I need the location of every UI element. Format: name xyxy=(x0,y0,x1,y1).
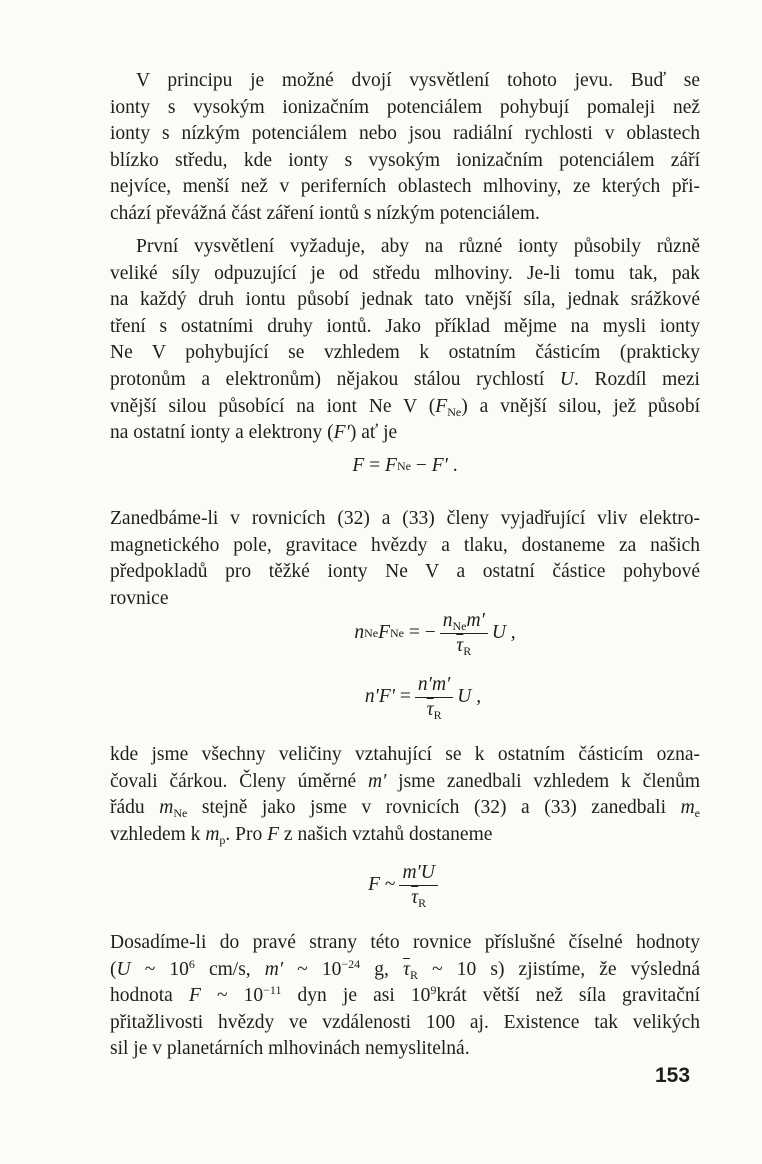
math-subscript: Ne xyxy=(173,806,188,821)
text-line xyxy=(110,121,700,148)
text-run: dyn je asi 10 xyxy=(281,985,431,1007)
math-symbol: F xyxy=(267,823,280,845)
text-run: předpokladů pro těžké ionty Ne V a ostatní částice pohybové xyxy=(110,561,700,583)
text-run: na každý druh iontu působí jednak tato vnější síla, jednak srážkové xyxy=(110,289,700,311)
math-symbol: m xyxy=(159,797,174,819)
text-run: ~ 10 xyxy=(283,958,342,980)
text-run: cm/s, xyxy=(194,958,265,980)
text-line xyxy=(110,261,700,288)
text-run: . Pro xyxy=(225,823,268,845)
text-run: . Rozdíl mezi xyxy=(574,368,700,390)
text-run: z našich vztahů dostaneme xyxy=(279,823,493,845)
text-line xyxy=(110,420,700,447)
text-run: krát větší než síla gravitační xyxy=(436,985,701,1007)
math-symbol: U xyxy=(559,368,575,390)
math-symbol: m′ xyxy=(264,958,284,980)
eq-subscript: R xyxy=(463,643,472,658)
text-line xyxy=(110,68,700,95)
math-symbol: F xyxy=(188,985,201,1007)
text-run: ~ 10 xyxy=(130,958,189,980)
equation-motion-ne: n Ne F Ne = − $\frac{n_{Ne}m'}{\overline{\tau}_R}$ U , xyxy=(354,609,516,658)
paragraph-2 xyxy=(110,234,700,447)
text-line xyxy=(110,1036,700,1063)
math-symbol: $\overline{\tau}$ xyxy=(403,958,410,980)
math-superscript: −24 xyxy=(341,956,361,971)
eq-symbol: F xyxy=(352,455,365,476)
text-run: ( xyxy=(110,958,117,980)
eq-subscript: R xyxy=(433,707,442,722)
text-run: g, xyxy=(360,958,404,980)
math-subscript: e xyxy=(694,806,700,821)
math-symbol: m xyxy=(680,797,695,819)
math-subscript: Ne xyxy=(447,404,462,419)
text-line xyxy=(110,533,700,560)
eq-symbol: F xyxy=(385,455,397,476)
text-line xyxy=(110,287,700,314)
text-line xyxy=(110,367,700,394)
text-run: kde jsme všechny veličiny vztahující se k ostatním částicím ozna- xyxy=(110,744,700,765)
eq-symbol: n xyxy=(442,609,453,631)
text-run: Dosadíme-li do pravé strany této rovnice příslušné číselné hodnoty xyxy=(110,932,700,953)
text-run: ionty s vysokým ionizačním potenciálem pohybují pomaleji než xyxy=(110,96,700,118)
eq-operator: = xyxy=(369,455,381,476)
text-line xyxy=(110,1010,700,1037)
eq-symbol: F xyxy=(378,622,390,643)
equation-motion-other xyxy=(110,668,718,726)
text-run: vzhledem k xyxy=(110,823,206,845)
eq-symbol: $\overline{\tau}$ xyxy=(456,634,464,656)
fraction xyxy=(415,673,453,722)
eq-symbol: m′ xyxy=(466,609,485,631)
math-symbol: U xyxy=(116,958,131,980)
math-symbol: F′ xyxy=(333,422,350,444)
text-line xyxy=(110,795,700,822)
text-line xyxy=(110,340,700,367)
text-line xyxy=(110,559,700,586)
paragraph-5 xyxy=(110,930,700,1063)
paragraph-1 xyxy=(110,68,700,228)
text-run: chází převážná část záření iontů s nízkým potenciálem. xyxy=(110,202,540,224)
text-run: ) ať je xyxy=(349,422,398,444)
text-line xyxy=(110,234,700,261)
eq-symbol: $\overline{\tau}$ xyxy=(426,698,434,720)
math-subscript: R xyxy=(410,967,419,982)
text-run: tření s ostatními druhy iontů. Jako příklad mějme na mysli ionty xyxy=(110,315,700,337)
text-run: hodnota xyxy=(110,985,189,1007)
text-line xyxy=(110,930,700,957)
text-run: Ne V pohybující se vzhledem k ostatním částicím (prakticky xyxy=(110,342,700,364)
text-run: ~ 10 s) zjistíme, že výsledná xyxy=(418,958,700,980)
text-run: ~ 10 xyxy=(200,985,264,1007)
text-run: blízko středu, kde ionty s vysokým ionizačním potenciálem září xyxy=(110,149,700,171)
text-line xyxy=(110,95,700,122)
page-number: 153 xyxy=(655,1064,691,1087)
text-line xyxy=(110,822,700,849)
eq-symbol: n′m′ xyxy=(415,673,453,698)
text-run: řádu xyxy=(110,797,160,819)
equation-force-estimate xyxy=(110,856,700,914)
eq-operator: ~ xyxy=(384,874,396,895)
text-run: přitažlivosti hvězdy ve vzdálenosti 100 aj. Existence tak velikých xyxy=(110,1011,700,1033)
text-run: vnější silou působící na iont Ne V ( xyxy=(110,395,436,417)
text-run: veliké síly odpuzující je od středu mlhoviny. Je-li tomu tak, pak xyxy=(110,262,700,284)
text-line xyxy=(110,506,700,533)
text-run: stejně jako jsme v rovnicích (32) a (33) zanedbali xyxy=(187,797,681,819)
text-line xyxy=(110,314,700,341)
math-symbol: m xyxy=(205,823,220,845)
text-line xyxy=(110,742,700,769)
text-run: První vysvětlení vyžaduje, aby na různé ionty působily různě xyxy=(136,236,700,257)
text-run: rovnice xyxy=(110,587,169,609)
math-superscript: −11 xyxy=(263,983,282,998)
fraction xyxy=(440,609,488,658)
eq-symbol: F xyxy=(368,874,381,895)
eq-subscript: R xyxy=(418,895,427,910)
text-run: na ostatní ionty a elektrony ( xyxy=(110,422,334,444)
text-run: V principu je možné dvojí vysvětlení tohoto jevu. Buď se xyxy=(136,70,700,91)
text-line xyxy=(110,957,700,984)
text-line xyxy=(110,148,700,175)
eq-symbol: U , xyxy=(457,686,482,707)
math-symbol: F xyxy=(435,395,448,417)
eq-punct: . xyxy=(452,455,458,476)
text-run: sil je v planetárních mlhovinách nemyslitelná. xyxy=(110,1038,470,1060)
eq-operator: = xyxy=(399,686,411,707)
text-run: protonům a elektronům) nějakou stálou rychlostí xyxy=(110,368,560,390)
eq-symbol: n xyxy=(354,622,365,643)
eq-subscript: Ne xyxy=(452,618,467,633)
text-line xyxy=(110,983,700,1010)
equation-force-difference: F = F Ne − F′ . xyxy=(352,455,458,476)
text-run: magnetického pole, gravitace hvězdy a tlaku, dostaneme za našich xyxy=(110,534,700,556)
text-run: jsme zanedbali vzhledem k členům xyxy=(386,770,701,792)
math-superscript: 6 xyxy=(188,956,195,971)
text-line xyxy=(110,769,700,796)
text-run: ) a vnější silou, jež působí xyxy=(461,395,700,417)
math-subscript: p xyxy=(219,832,226,847)
eq-symbol: n′F′ xyxy=(364,686,396,707)
text-run: Zanedbáme-li v rovnicích (32) a (33) členy vyjadřující vliv elektro- xyxy=(110,508,700,529)
text-line xyxy=(110,394,700,421)
eq-symbol: F′ xyxy=(431,455,448,476)
text-line xyxy=(110,174,700,201)
paragraph-3 xyxy=(110,506,700,612)
text-run: čovali čárkou. Členy úměrné xyxy=(110,770,368,792)
math-superscript: 9 xyxy=(430,983,437,998)
math-symbol: m′ xyxy=(367,770,387,792)
eq-operator: = − xyxy=(408,622,436,643)
fraction xyxy=(399,861,437,910)
text-run: ionty s nízkým potenciálem nebo jsou radiální rychlosti v oblastech xyxy=(110,123,700,145)
eq-symbol: m′U xyxy=(399,861,437,886)
text-run: nejvíce, menší než v periferních oblastech mlhoviny, ze kterých při- xyxy=(110,176,700,198)
eq-symbol: U , xyxy=(491,622,516,643)
eq-symbol: $\overline{\tau}$ xyxy=(411,886,419,908)
paragraph-4 xyxy=(110,742,700,848)
text-line xyxy=(110,201,700,228)
eq-operator: − xyxy=(415,455,427,476)
